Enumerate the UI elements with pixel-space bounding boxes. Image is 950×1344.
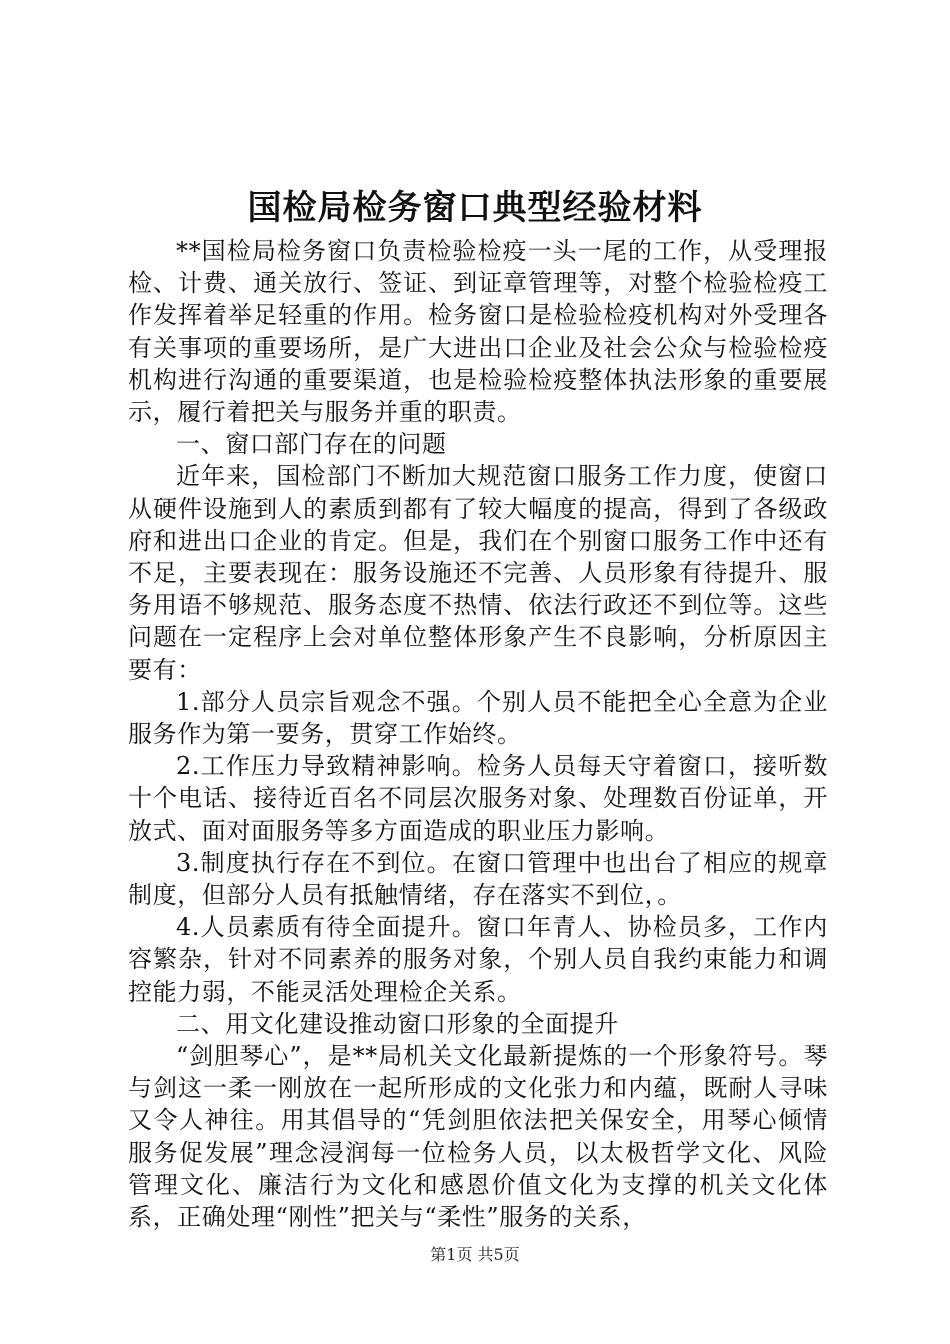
reason-item-1: 1.部分人员宗旨观念不强。个别人员不能把全心全意为企业服务作为第一要务，贯穿工作始终。	[128, 687, 828, 749]
culture-paragraph: “剑胆琴心”，是**局机关文化最新提炼的一个形象符号。琴与剑这一柔一刚放在一起所形成的文化张力和内蕴，既耐人寻味又令人神往。用其倡导的“凭剑胆依法把关保安全，用琴心倾情服务促发展”理念浸润每一位检务人员，以太极哲学文化、风险管理文化、廉洁行为文化和感恩价值文化为支撑的机关文化体系，正确处理“刚性”把关与“柔性”服务的关系，	[128, 1042, 828, 1232]
reason-item-4: 4.人员素质有待全面提升。窗口年青人、协检员多，工作内容繁杂，针对不同素养的服务对象，个别人员自我约束能力和调控能力弱，不能灵活处理检企关系。	[128, 913, 828, 1006]
reason-item-3: 3.制度执行存在不到位。在窗口管理中也出台了相应的规章制度，但部分人员有抵触情绪，存在落实不到位，。	[128, 848, 828, 910]
reason-item-2: 2.工作压力导致精神影响。检务人员每天守着窗口，接听数十个电话、接待近百名不同层次服务对象、处理数百份证单，开放式、面对面服务等多方面造成的职业压力影响。	[128, 752, 828, 845]
section-heading-2: 二、用文化建设推动窗口形象的全面提升	[176, 1009, 619, 1038]
document-title: 国检局检务窗口典型经验材料	[247, 188, 703, 228]
problems-paragraph: 近年来，国检部门不断加大规范窗口服务工作力度，使窗口从硬件设施到人的素质到都有了较大幅度的提高，得到了各级政府和进出口企业的肯定。但是，我们在个别窗口服务工作中还有不足，主要表现在：服务设施还不完善、人员形象有待提升、服务用语不够规范、服务态度不热情、依法行政还不到位等。这些问题在一定程序上会对单位整体形象产生不良影响，分析原因主要有：	[128, 462, 828, 684]
document-body	[128, 235, 828, 1233]
page-footer: 第1页 共5页	[430, 1245, 520, 1264]
intro-paragraph: **国检局检务窗口负责检验检疫一头一尾的工作，从受理报检、计费、通关放行、签证、到证章管理等，对整个检验检疫工作发挥着举足轻重的作用。检务窗口是检验检疫机构对外受理各有关事项的重要场所，是广大进出口企业及社会公众与检验检疫机构进行沟通的重要渠道，也是检验检疫整体执法形象的重要展示，履行着把关与服务并重的职责。	[128, 237, 828, 427]
section-heading-1: 一、窗口部门存在的问题	[176, 430, 447, 459]
